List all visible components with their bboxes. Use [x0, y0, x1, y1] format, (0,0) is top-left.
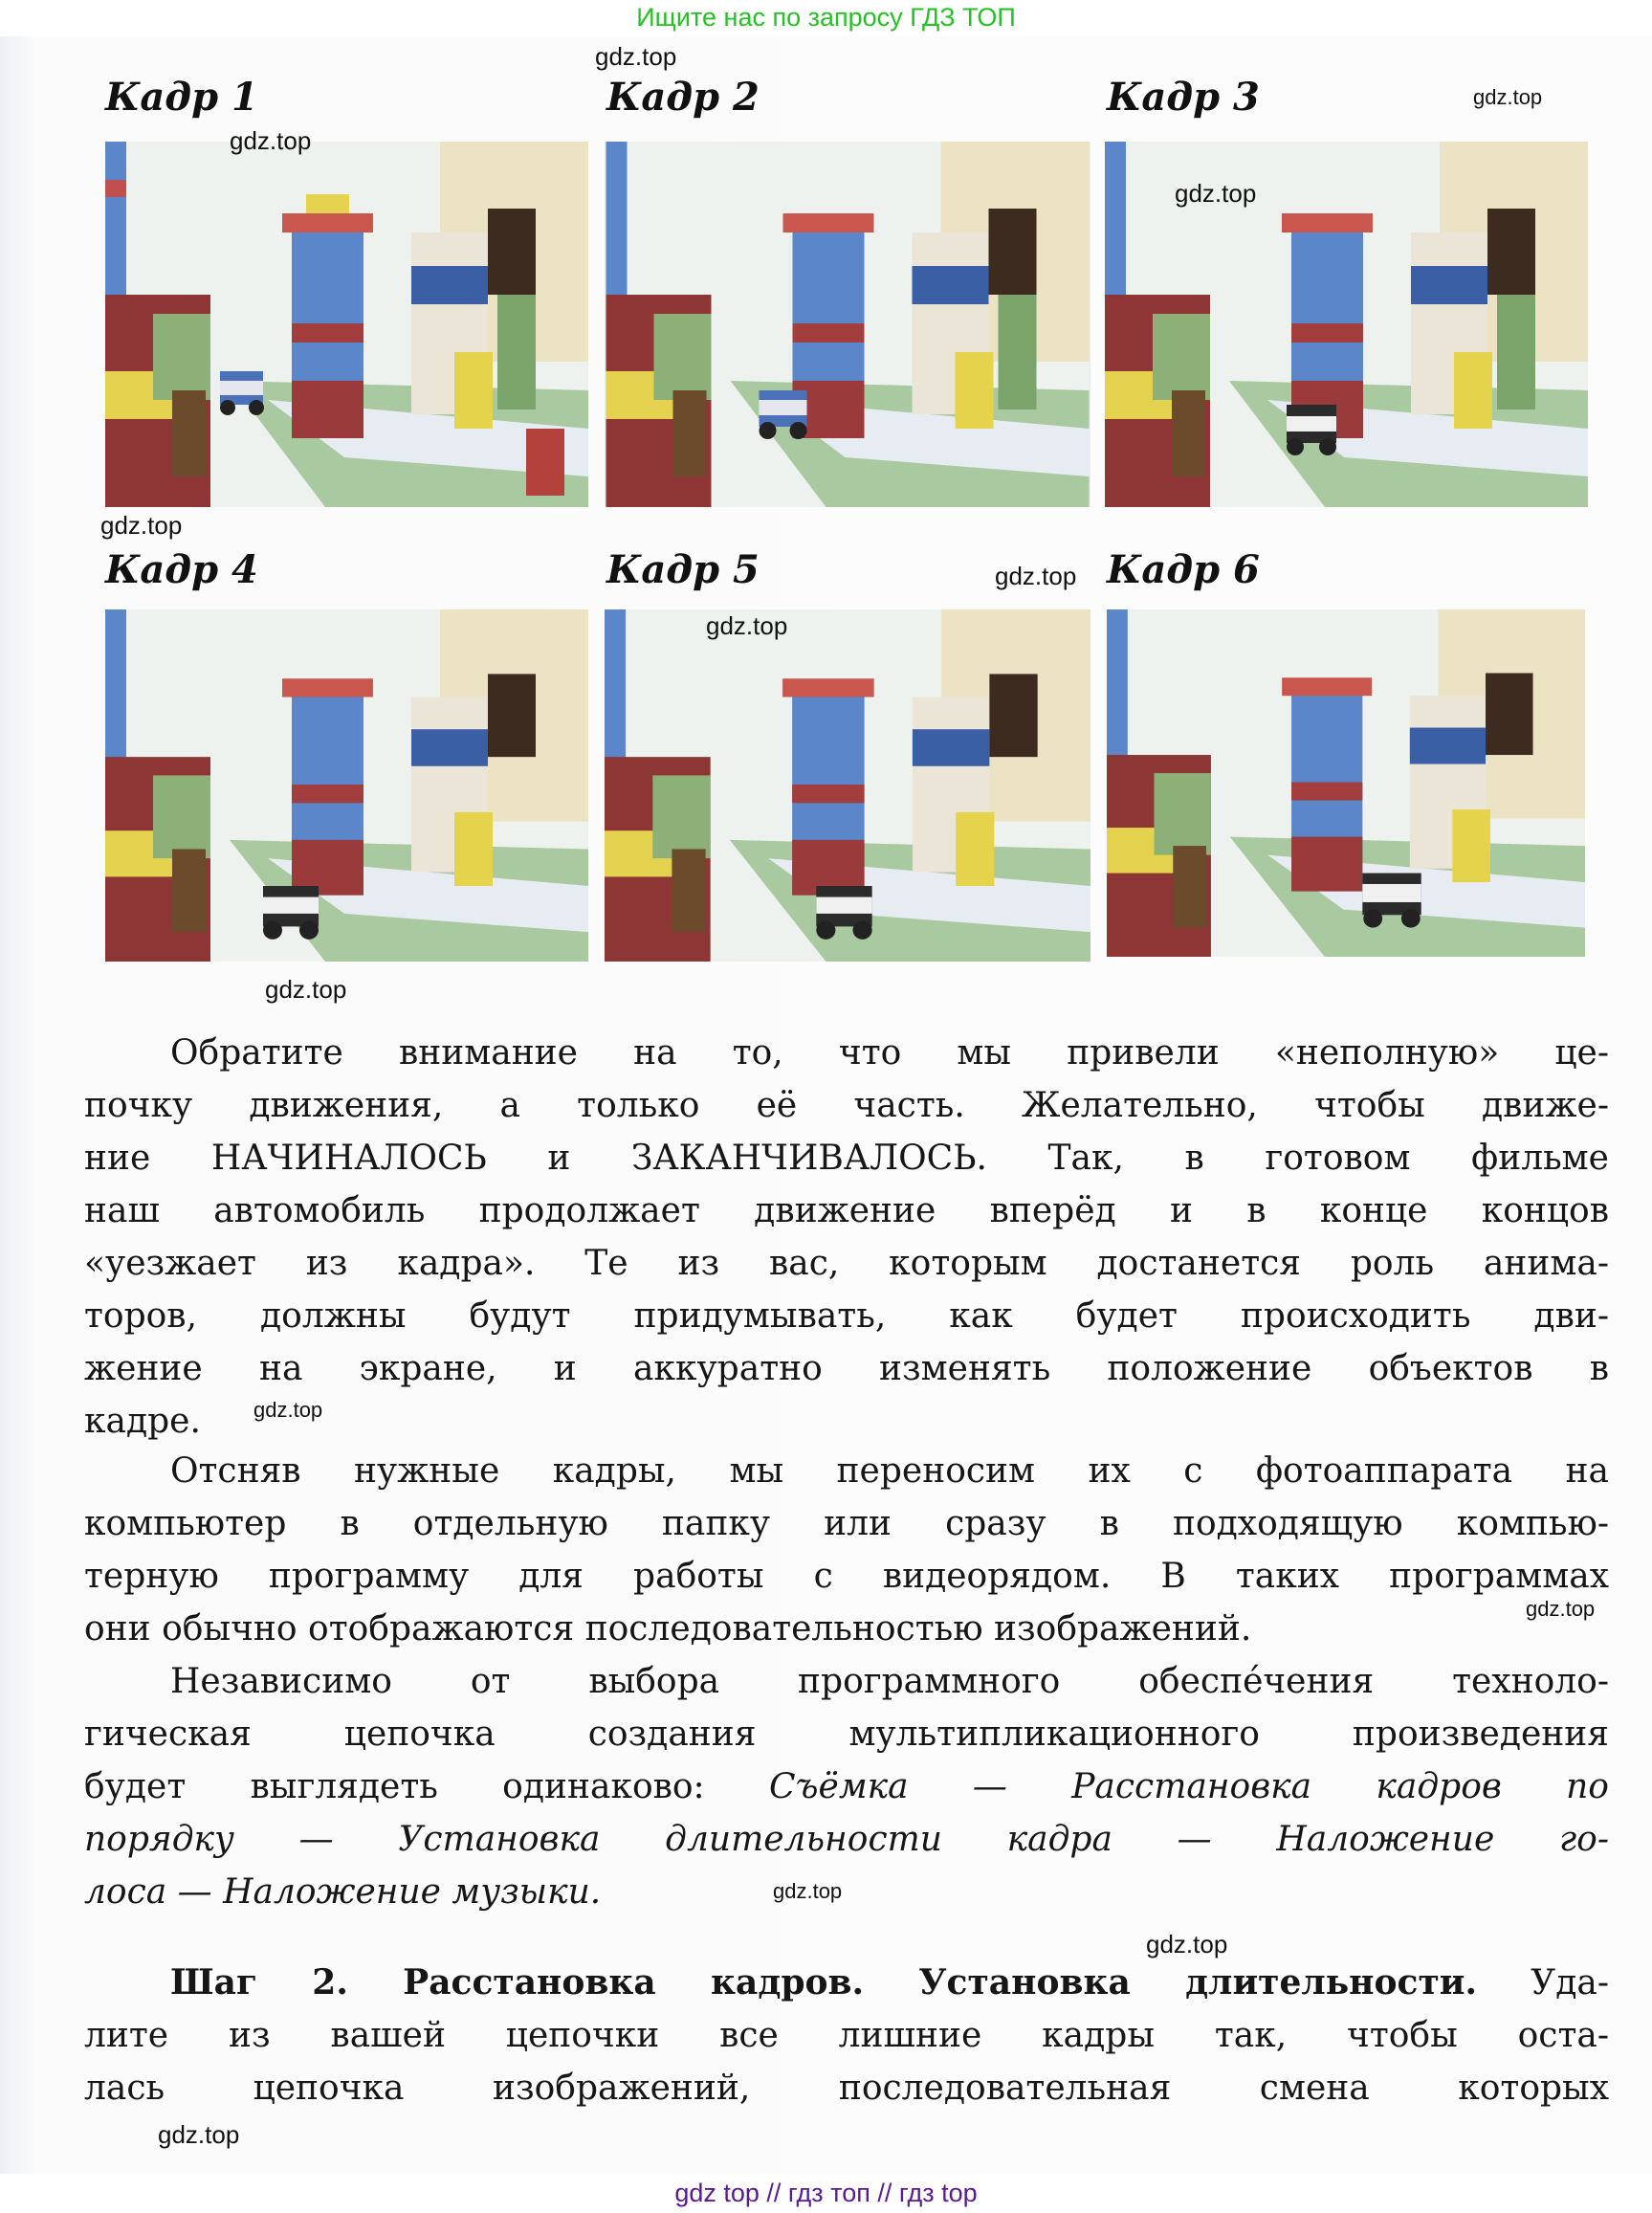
text-line [84, 1957, 1609, 2009]
frame-label-5: Кадр 5 [606, 547, 760, 592]
text-line: терную программу для работы с видеорядом. В таких программах [84, 1557, 1609, 1596]
text-line: торов, должны будут придумывать, как будет происходить дви- [84, 1296, 1609, 1336]
text-line: Независимо от выбора программного обеспе́чения техноло- [170, 1662, 1609, 1701]
text-line: компьютер в отдельную папку или сразу в подходящую компью- [84, 1504, 1609, 1543]
text-line: «уезжает из кадра». Те из вас, которым достанется роль анима- [84, 1244, 1609, 1283]
text-line: лась цепочка изображений, последовательная смена которых [84, 2069, 1609, 2108]
frame-label-1: Кадр 1 [105, 75, 258, 120]
text-plain: Уда- [1477, 1963, 1609, 2003]
paragraph-4 [84, 1957, 1609, 2114]
text-line: ние НАЧИНАЛОСЬ и ЗАКАНЧИВАЛОСЬ. Так, в готовом фильме [84, 1139, 1609, 1178]
watermark: gdz.top [1473, 85, 1543, 109]
paragraph-2 [84, 1445, 1609, 1655]
watermark: gdz.top [100, 511, 183, 540]
frame-image-6 [1107, 609, 1585, 957]
paragraph-1 [84, 1027, 1609, 1448]
frame-label-2: Кадр 2 [606, 75, 760, 120]
text-line: они обычно отображаются последовательностью изображений. [84, 1609, 1252, 1649]
lego-scene-image [105, 609, 588, 962]
bottom-banner[interactable]: gdz top // гдз топ // гдз top [674, 2179, 978, 2207]
watermark: gdz.top [1175, 179, 1257, 208]
top-banner[interactable]: Ищите нас по запросу ГДЗ ТОП [636, 3, 1016, 32]
step-2-heading: Шаг 2. Расстановка кадров. Установка длительности. [170, 1962, 1477, 2003]
watermark: gdz.top [706, 611, 788, 640]
technology-chain-italic: лоса — Наложение музыки. [84, 1872, 602, 1912]
text-line: жение на экране, и аккуратно изменять положение объектов в [84, 1349, 1609, 1388]
text-line [84, 1760, 1609, 1813]
frame-image-2 [605, 142, 1090, 507]
watermark: gdz.top [230, 126, 312, 155]
watermark: gdz.top [995, 562, 1077, 590]
text-line: лите из вашей цепочки все лишние кадры так, чтобы оста- [84, 2016, 1609, 2055]
watermark: gdz.top [265, 975, 347, 1004]
watermark: gdz.top [1146, 1930, 1228, 1959]
lego-scene-image [105, 142, 588, 507]
text-line: Отсняв нужные кадры, мы переносим их с фотоаппарата на [170, 1451, 1609, 1491]
technology-chain-italic: порядку — Установка длительности кадра — Наложение го- [84, 1820, 1609, 1859]
lego-scene-image [1107, 609, 1585, 957]
watermark: gdz.top [1526, 1597, 1596, 1621]
frame-image-5 [605, 609, 1090, 962]
frame-image-4 [105, 609, 588, 962]
paragraph-3 [84, 1655, 1609, 1918]
watermark: gdz.top [773, 1879, 843, 1903]
watermark: gdz.top [253, 1398, 323, 1422]
text-line: кадре. [84, 1402, 201, 1441]
watermark: gdz.top [595, 42, 677, 71]
text-line: почку движения, а только её часть. Желательно, чтобы движе- [84, 1086, 1609, 1125]
lego-scene-image [605, 142, 1090, 507]
text-line: наш автомобиль продолжает движение вперёд и в конце концов [84, 1191, 1609, 1230]
lego-scene-image [605, 609, 1090, 962]
technology-chain-italic: Съёмка — Расстановка кадров по [768, 1767, 1609, 1806]
text-line: гическая цепочка создания мультипликационного произведения [84, 1715, 1609, 1754]
frame-label-6: Кадр 6 [1107, 547, 1260, 592]
frame-label-3: Кадр 3 [1107, 75, 1260, 120]
frame-label-4: Кадр 4 [105, 547, 258, 592]
watermark: gdz.top [158, 2120, 240, 2149]
frame-image-1 [105, 142, 588, 507]
text-plain: будет выглядеть одинаково: [84, 1767, 769, 1806]
text-line: Обратите внимание на то, что мы привели «неполную» це- [170, 1033, 1609, 1073]
